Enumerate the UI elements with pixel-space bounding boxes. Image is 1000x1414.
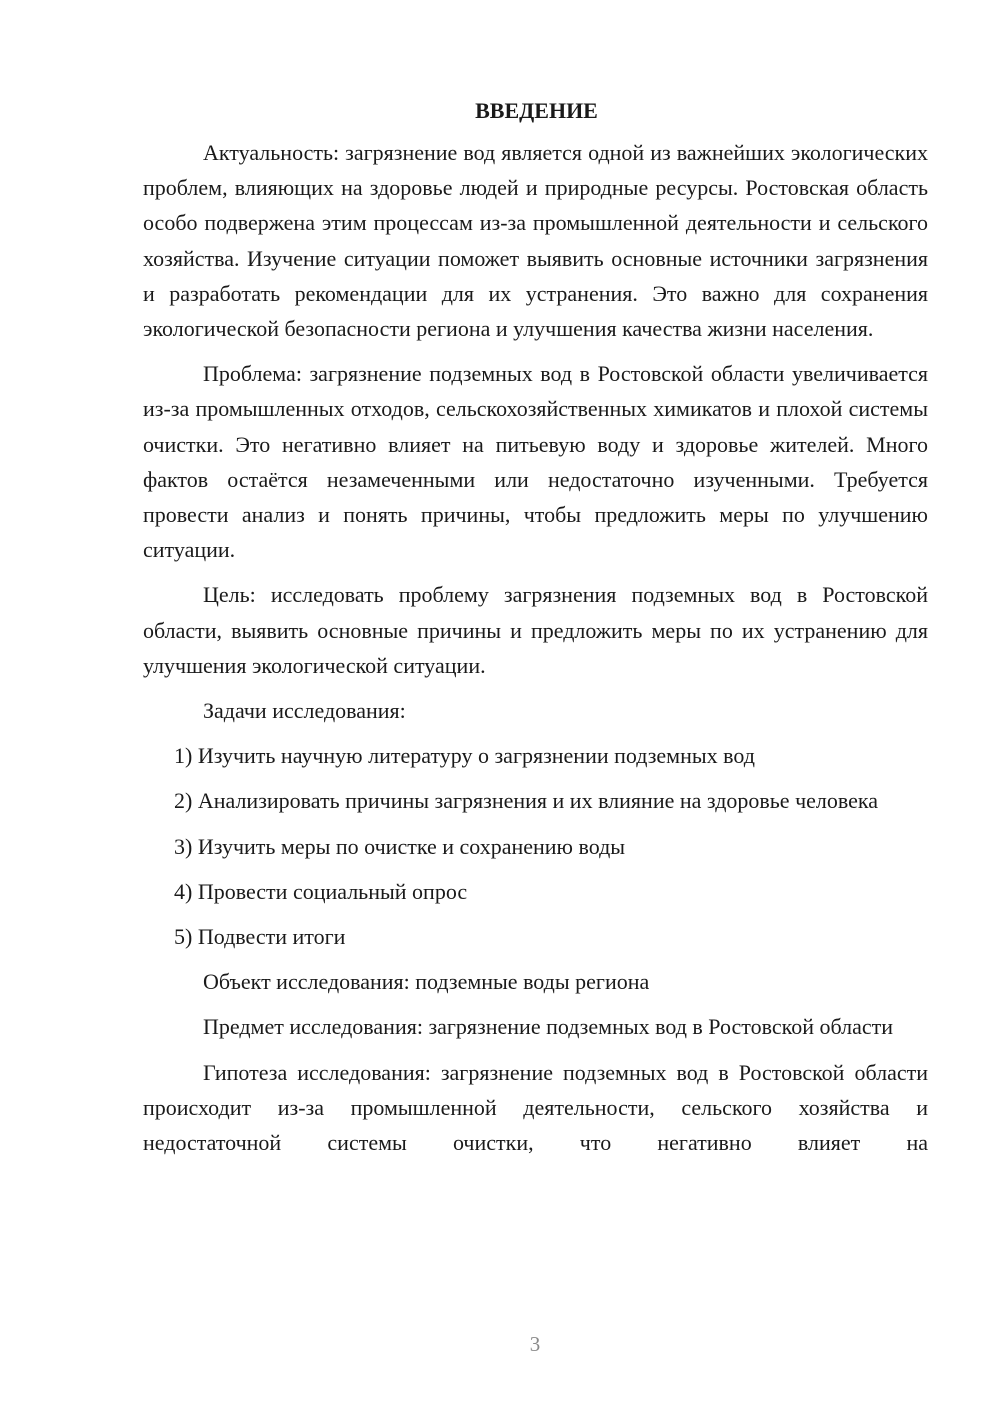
object-paragraph: Объект исследования: подземные воды региона	[203, 969, 650, 995]
page-title: ВВЕДЕНИЕ	[475, 98, 598, 123]
document-page	[143, 93, 928, 1160]
task-item-5: 5) Подвести итоги	[174, 924, 346, 950]
subject-paragraph: Предмет исследования: загрязнение подземных вод в Ростовской области	[203, 1014, 894, 1040]
problem-paragraph: Проблема: загрязнение подземных вод в Ростовской области увеличивается из-за промышленных отходов, сельскохозяйственных химикатов и плохой системы очистки. Это негативно влияет на питьевую воду и здоровье жителей. Много фактов остаётся незамеченными или недостаточно изученными. Требуется провести анализ и понять причины, чтобы предложить меры по улучшению ситуации.	[143, 361, 928, 563]
page-number: 3	[529, 1332, 541, 1356]
goal-paragraph: Цель: исследовать проблему загрязнения подземных вод в Ростовской области, выявить основные причины и предложить меры по их устранению для улучшения экологической ситуации.	[143, 582, 928, 678]
hypothesis-paragraph: Гипотеза исследования: загрязнение подземных вод в Ростовской области происходит из-за промышленной деятельности, сельского хозяйства и недостаточной системы очистки, что негативно влияет на	[143, 1059, 928, 1156]
task-item-1: 1) Изучить научную литературу о загрязнении подземных вод	[174, 743, 755, 769]
relevance-paragraph: Актуальность: загрязнение вод является одной из важнейших экологических проблем, влияющих на здоровье людей и природные ресурсы. Ростовская область особо подвержена этим процессам из-за промышленной деятельности и сельского хозяйства. Изучение ситуации поможет выявить основные источники загрязнения и разработать рекомендации для их устранения. Это важно для сохранения экологической безопасности региона и улучшения качества жизни населения.	[143, 140, 928, 342]
tasks-title: Задачи исследования:	[203, 698, 406, 724]
task-item-3: 3) Изучить меры по очистке и сохранению воды	[174, 833, 626, 859]
task-item-2: 2) Анализировать причины загрязнения и их влияние на здоровье человека	[174, 788, 879, 814]
task-item-4: 4) Провести социальный опрос	[174, 878, 468, 904]
